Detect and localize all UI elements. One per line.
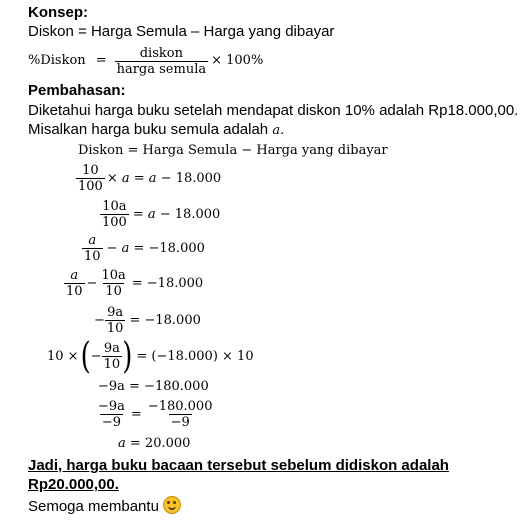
left-paren: ( [80, 335, 91, 378]
denominator: 10 [106, 321, 124, 336]
numerator: 10a [102, 199, 127, 214]
numerator: −180.000 [147, 399, 213, 414]
step-5-rest: = −18.000 [129, 313, 201, 328]
numerator: a [88, 233, 97, 248]
fraction-denominator: harga semula [116, 61, 207, 77]
variable-a: a [272, 123, 281, 138]
pct-diskon-label: %Diskon [28, 53, 86, 68]
step-6-fraction [102, 341, 123, 372]
pembahasan-heading: Pembahasan: [28, 82, 126, 99]
step-5-fraction [105, 305, 126, 336]
konsep-formula [28, 42, 263, 80]
denominator: 100 [78, 179, 103, 194]
step-6-rest: = (−18.000) × 10 [136, 349, 254, 364]
step-4-fraction-2 [99, 268, 127, 299]
step-7 [98, 379, 209, 394]
step-1-rest: × a = a − 18.000 [106, 171, 222, 186]
numerator: 10 [82, 163, 99, 178]
step-4-fraction-1 [64, 268, 85, 299]
conclusion-line-1: Jadi, harga buku bacaan tersebut sebelum didiskon adalah [28, 457, 449, 474]
denominator: 10 [84, 249, 101, 264]
fraction-numerator: diskon [139, 45, 183, 61]
step-8-fraction-2 [146, 399, 215, 430]
step-3-fraction [82, 233, 103, 264]
step-2-fraction [100, 199, 129, 230]
equals-sign: = [130, 407, 142, 422]
step-6 [47, 335, 254, 378]
konsep-heading: Konsep: [28, 4, 88, 21]
step-8-fraction-1 [96, 399, 127, 430]
closing-line [28, 496, 181, 516]
times-100-percent: × 100% [211, 53, 264, 68]
let-suffix: . [280, 121, 285, 138]
step-4-rest: = −18.000 [131, 276, 204, 291]
step-2-rest: = a − 18.000 [132, 207, 221, 222]
step-1-fraction [76, 163, 105, 194]
konsep-definition: Diskon = Harga Semula – Harga yang dibayar [28, 23, 335, 40]
denominator: −9 [101, 415, 122, 430]
right-paren: ) [122, 335, 133, 378]
step-9-text: a = 20.000 [118, 436, 191, 451]
numerator: −9a [98, 399, 125, 414]
pembahasan-let [28, 121, 284, 140]
step-2 [100, 199, 220, 230]
numerator: 9a [103, 341, 120, 356]
let-prefix: Misalkan harga buku semula adalah [28, 121, 273, 138]
diskon-fraction [115, 46, 209, 77]
pembahasan-given: Diketahui harga buku setelah mendapat diskon 10% adalah Rp18.000,00. [28, 102, 519, 119]
step-4 [64, 268, 203, 299]
denominator: 10 [103, 357, 121, 372]
smiling-face-icon [163, 496, 181, 514]
numerator: 9a [107, 305, 124, 320]
minus-sign: − [86, 276, 98, 291]
minus-sign: − [94, 313, 105, 328]
step-0-text: Diskon = Harga Semula − Harga yang dibayar [78, 143, 388, 158]
denominator: 100 [102, 215, 127, 230]
step-1 [76, 163, 221, 194]
step-6-prefix: 10 × [47, 349, 79, 364]
step-8 [96, 399, 214, 430]
minus-sign: − [90, 349, 102, 364]
denominator: 10 [105, 284, 122, 299]
conclusion-line-2: Rp20.000,00. [28, 476, 119, 493]
step-9 [118, 436, 190, 451]
step-7-text: −9a = −180.000 [98, 379, 209, 394]
equals-sign: = [95, 53, 107, 68]
step-3-rest: − a = −18.000 [106, 241, 205, 256]
numerator: a [70, 268, 79, 283]
closing-text: Semoga membantu [28, 498, 159, 515]
numerator: 10a [101, 268, 126, 283]
denominator: 10 [66, 284, 83, 299]
step-3 [82, 233, 205, 264]
step-5 [94, 305, 201, 336]
denominator: −9 [170, 415, 190, 430]
step-0 [78, 143, 388, 158]
